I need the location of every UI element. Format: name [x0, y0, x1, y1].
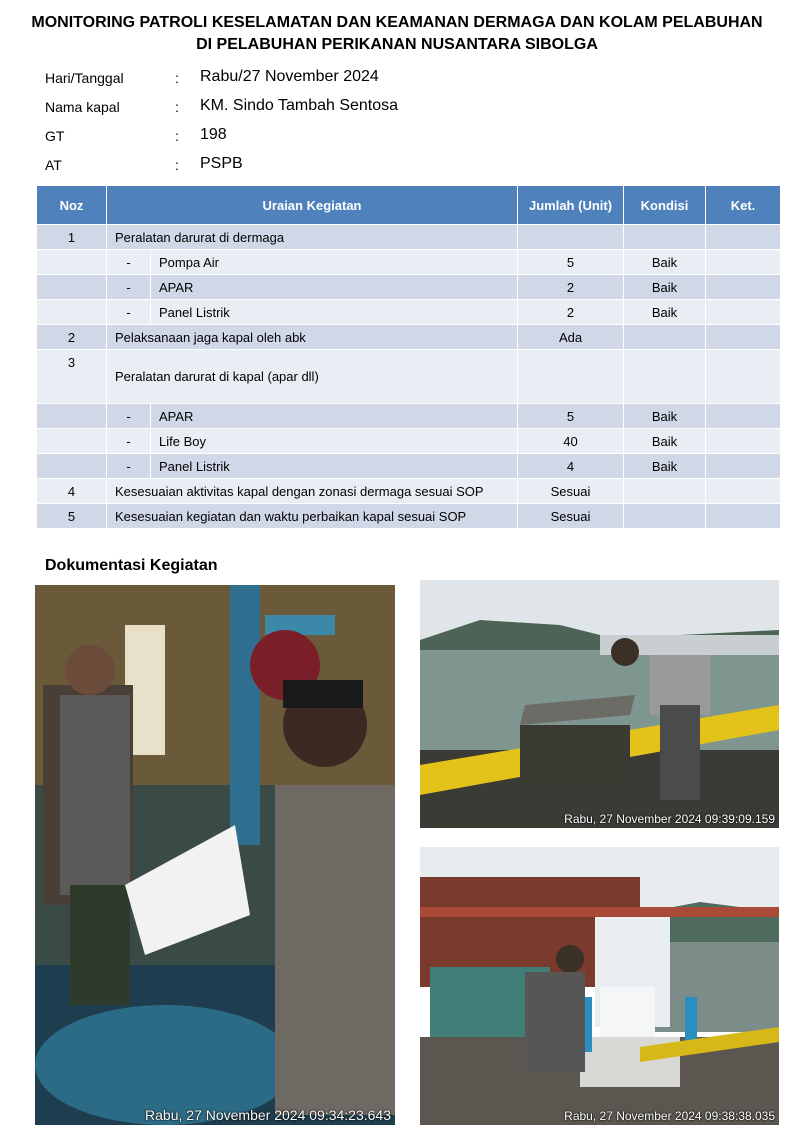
meta-value: Rabu/27 November 2024	[200, 68, 379, 85]
cell-ket	[706, 479, 781, 504]
cell-cond: Baik	[624, 275, 706, 300]
photo-power-outlet-image	[420, 847, 779, 1125]
table-row	[37, 250, 781, 275]
cell-no	[37, 275, 107, 300]
table-row	[37, 350, 781, 404]
cell-ket	[706, 325, 781, 350]
header-uraian: Uraian Kegiatan	[107, 186, 518, 225]
cell-dash: -	[107, 404, 151, 429]
title-line-2: DI PELABUHAN PERIKANAN NUSANTARA SIBOLGA	[196, 36, 598, 53]
cell-cond	[624, 325, 706, 350]
cell-qty: Sesuai	[518, 479, 624, 504]
cell-item: Kesesuaian kegiatan dan waktu perbaikan kapal sesuai SOP	[107, 504, 518, 529]
photo-engine-room-image	[35, 585, 395, 1125]
photo-power-outlet	[420, 847, 779, 1125]
cell-cond: Baik	[624, 454, 706, 479]
cell-no	[37, 429, 107, 454]
cell-no	[37, 404, 107, 429]
document-title	[0, 12, 794, 56]
monitoring-table	[36, 185, 781, 529]
table-row	[37, 504, 781, 529]
cell-cond: Baik	[624, 250, 706, 275]
cell-no	[37, 250, 107, 275]
cell-cond: Baik	[624, 404, 706, 429]
header-kondisi: Kondisi	[624, 186, 706, 225]
photo-dock-panel	[420, 580, 779, 828]
meta-label: Nama kapal	[45, 99, 120, 115]
cell-qty: Sesuai	[518, 504, 624, 529]
cell-qty: 40	[518, 429, 624, 454]
cell-no	[37, 300, 107, 325]
title-line-1: MONITORING PATROLI KESELAMATAN DAN KEAMANAN DERMAGA DAN KOLAM PELABUHAN	[31, 14, 763, 31]
cell-no: 2	[37, 325, 107, 350]
cell-qty: 2	[518, 275, 624, 300]
cell-cond	[624, 350, 706, 404]
table-row	[37, 479, 781, 504]
meta-value: PSPB	[200, 155, 243, 172]
cell-item: Kesesuaian aktivitas kapal dengan zonasi dermaga sesuai SOP	[107, 479, 518, 504]
cell-qty: 5	[518, 250, 624, 275]
cell-dash: -	[107, 250, 151, 275]
cell-cond: Baik	[624, 429, 706, 454]
cell-item: Peralatan darurat di kapal (apar dll)	[107, 350, 518, 404]
cell-ket	[706, 454, 781, 479]
table-row	[37, 225, 781, 250]
photo-timestamp: Rabu, 27 November 2024 09:34:23.643	[145, 1107, 391, 1123]
cell-dash: -	[107, 454, 151, 479]
cell-qty: 4	[518, 454, 624, 479]
cell-ket	[706, 275, 781, 300]
cell-dash: -	[107, 275, 151, 300]
cell-ket	[706, 429, 781, 454]
table-row	[37, 454, 781, 479]
photo-timestamp: Rabu, 27 November 2024 09:39:09.159	[564, 812, 775, 826]
cell-ket	[706, 404, 781, 429]
cell-cond	[624, 504, 706, 529]
meta-colon: :	[175, 99, 179, 115]
table-row	[37, 404, 781, 429]
meta-colon: :	[175, 70, 179, 86]
header-no: Noz	[37, 186, 107, 225]
cell-item: APAR	[151, 275, 518, 300]
cell-ket	[706, 225, 781, 250]
table-row	[37, 300, 781, 325]
header-jumlah: Jumlah (Unit)	[518, 186, 624, 225]
meta-label: Hari/Tanggal	[45, 70, 124, 86]
cell-item: APAR	[151, 404, 518, 429]
cell-item: Life Boy	[151, 429, 518, 454]
meta-label: AT	[45, 157, 62, 173]
meta-label: GT	[45, 128, 65, 144]
cell-qty: Ada	[518, 325, 624, 350]
table-row	[37, 275, 781, 300]
cell-dash: -	[107, 300, 151, 325]
meta-value: 198	[200, 126, 227, 143]
cell-no	[37, 454, 107, 479]
cell-no: 5	[37, 504, 107, 529]
photo-timestamp: Rabu, 27 November 2024 09:38:38.035	[564, 1109, 775, 1123]
cell-item: Pompa Air	[151, 250, 518, 275]
cell-item: Panel Listrik	[151, 300, 518, 325]
cell-no: 3	[37, 350, 107, 404]
cell-no: 4	[37, 479, 107, 504]
meta-value: KM. Sindo Tambah Sentosa	[200, 97, 399, 114]
cell-item: Peralatan darurat di dermaga	[107, 225, 518, 250]
cell-cond	[624, 225, 706, 250]
cell-ket	[706, 350, 781, 404]
photo-engine-room	[35, 585, 395, 1125]
cell-qty	[518, 350, 624, 404]
cell-cond: Baik	[624, 300, 706, 325]
documentation-title: Dokumentasi Kegiatan	[45, 557, 218, 574]
cell-qty	[518, 225, 624, 250]
cell-qty: 2	[518, 300, 624, 325]
cell-dash: -	[107, 429, 151, 454]
table-header-row	[37, 186, 781, 225]
cell-item: Panel Listrik	[151, 454, 518, 479]
cell-no: 1	[37, 225, 107, 250]
cell-ket	[706, 300, 781, 325]
photo-dock-panel-image	[420, 580, 779, 828]
table-row	[37, 429, 781, 454]
meta-colon: :	[175, 128, 179, 144]
cell-item: Pelaksanaan jaga kapal oleh abk	[107, 325, 518, 350]
meta-colon: :	[175, 157, 179, 173]
cell-qty: 5	[518, 404, 624, 429]
cell-cond	[624, 479, 706, 504]
cell-ket	[706, 504, 781, 529]
table-row	[37, 325, 781, 350]
cell-ket	[706, 250, 781, 275]
header-ket: Ket.	[706, 186, 781, 225]
